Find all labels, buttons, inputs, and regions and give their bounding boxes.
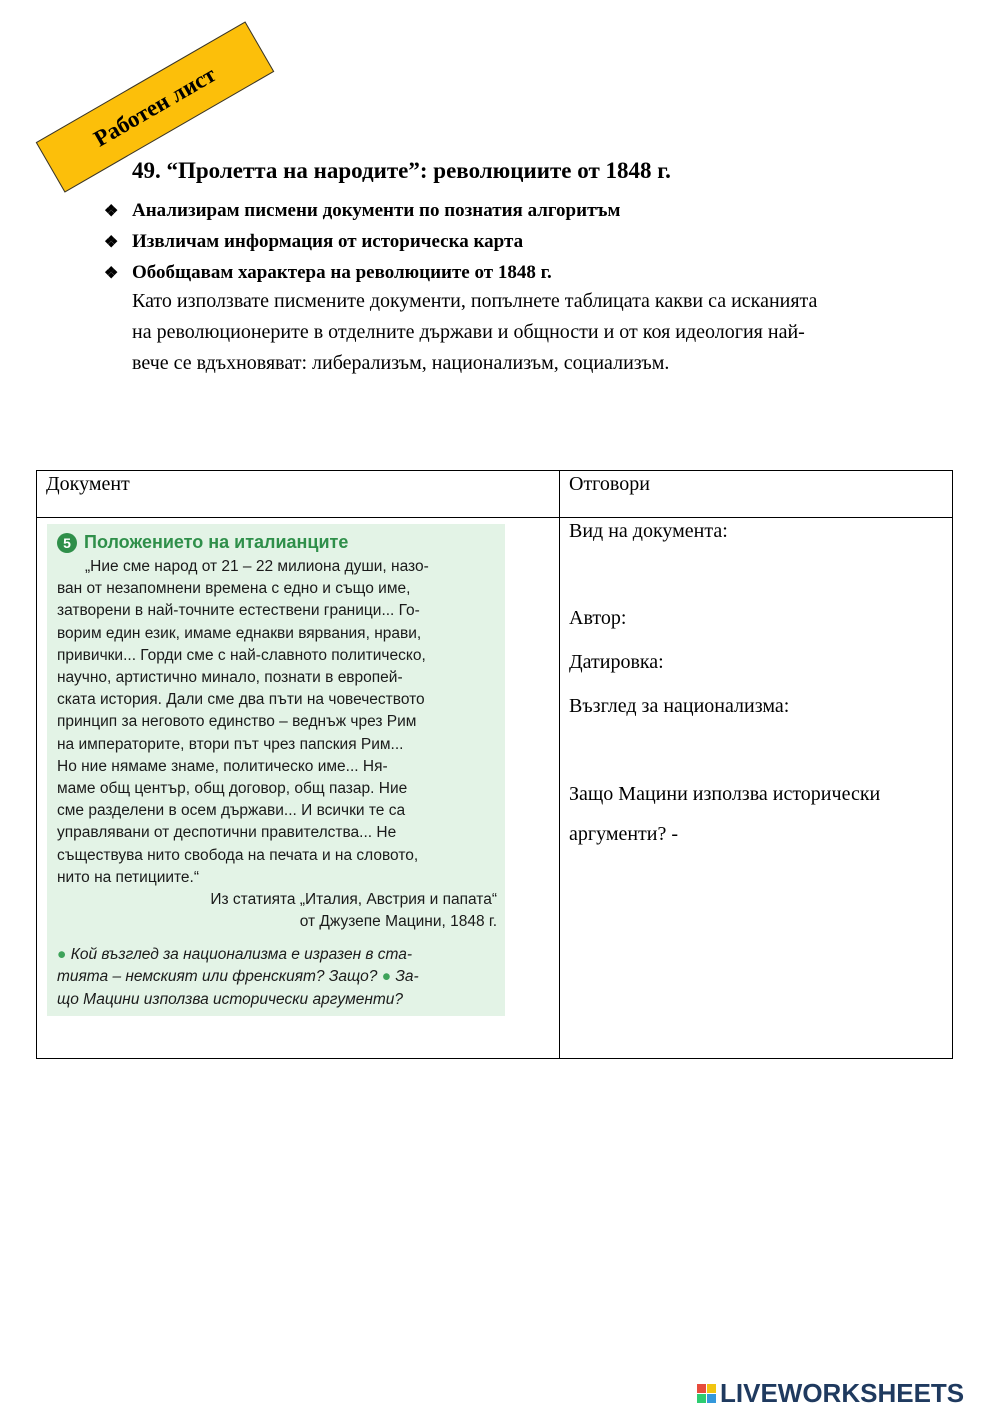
document-quote: „Ние сме народ от 21 – 22 милиона души, назо- ван от незапомнени времена с едно и също име, затворени в най-точните естествени граници... Го- ворим един език, имаме еднакви вярвания, нрави, привички... Горди сме с най-славното политическо, научно, артистично минало, познати в европей- ската история. Дали сме два пъти на човечеството принцип за неговото единство – веднъж чрез Рим на императорите, втори път чрез папския Рим... Но ние нямаме знаме, политическо име... Ня- маме общ център, общ договор, общ пазар. Ние сме разделени в осем държави... И всички те са управлявани от деспотични правителства... Не съществува нито свобода на печата и на словото, нито на петициите.“ Из статията „Италия, Австрия и папата“ от Джузепе Мацини, 1848 г. bbox=[57, 556, 497, 933]
document-source: Из статията „Италия, Австрия и папата“ bbox=[210, 891, 497, 909]
document-number-badge: 5 bbox=[57, 533, 77, 553]
answers-cell bbox=[560, 518, 953, 1059]
bullet-dot-icon: ● bbox=[381, 968, 392, 986]
objective-item: ❖ Извличам информация от историческа карта bbox=[104, 230, 524, 252]
source-document bbox=[47, 524, 505, 1016]
objective-item: ❖ Анализирам писмени документи по познатия алгоритъм bbox=[104, 199, 621, 221]
answer-type-label: Вид на документа: bbox=[569, 520, 728, 542]
document-questions: ● Кой възглед за национализма е изразен в ста- тията – немският или френският? Защо? ● За- що Мацини използва исторически аргументи? bbox=[57, 946, 419, 1008]
document-title: Положението на италианците bbox=[84, 532, 349, 552]
answer-dating-label: Датировка: bbox=[569, 651, 664, 673]
banner-label: Работен лист bbox=[89, 61, 220, 152]
answer-why-label-cont: аргументи? - bbox=[569, 823, 679, 845]
header-answers: Отговори bbox=[560, 471, 953, 518]
bullet-diamond-icon: ❖ bbox=[104, 264, 119, 282]
header-document: Документ bbox=[37, 471, 560, 518]
answer-why-label: Защо Мацини използва исторически bbox=[569, 783, 881, 805]
bullet-diamond-icon: ❖ bbox=[104, 202, 119, 220]
objectives-list bbox=[104, 195, 620, 288]
instructions: Като използвате писмените документи, попълнете таблицата какви са исканията на революционерите в отделните държави и общности и от коя идеология най- вече се вдъхновяват: либерализъм, национализъм, социализъм. bbox=[132, 290, 818, 374]
logo-mark-icon bbox=[697, 1384, 716, 1403]
liveworksheets-logo bbox=[697, 1378, 964, 1409]
document-cell bbox=[37, 518, 560, 1059]
lesson-title: 49. “Пролетта на народите”: революциите от 1848 г. bbox=[132, 158, 671, 183]
bullet-dot-icon: ● bbox=[57, 946, 67, 963]
bullet-diamond-icon: ❖ bbox=[104, 233, 119, 251]
answer-view-label: Възглед за национализма: bbox=[569, 695, 790, 717]
document-source-author: от Джузепе Мацини, 1848 г. bbox=[299, 913, 497, 931]
logo-text: LIVEWORKSHEETS bbox=[720, 1378, 965, 1408]
answer-author-label: Автор: bbox=[569, 607, 627, 629]
document-heading bbox=[57, 532, 348, 553]
objective-item: ❖ Обобщавам характера на революциите от 1848 г. bbox=[104, 261, 552, 283]
worksheet-table bbox=[36, 470, 953, 1059]
